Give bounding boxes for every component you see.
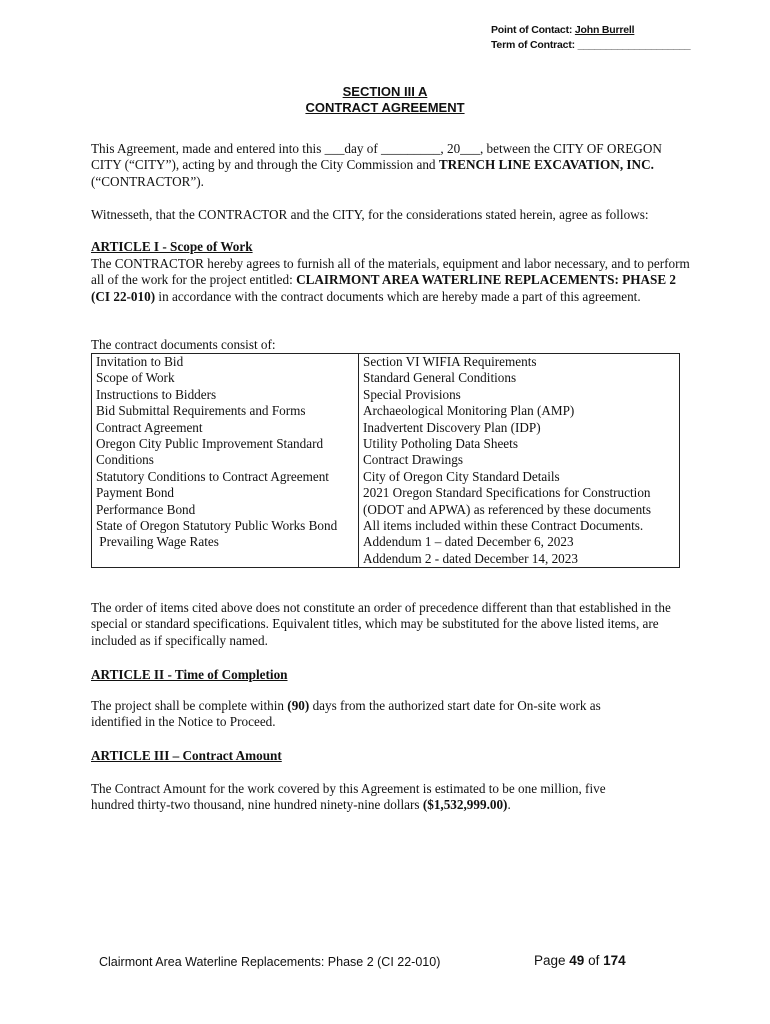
contract-document-item: Archaeological Monitoring Plan (AMP) (363, 403, 575, 419)
page-label: Page (534, 953, 566, 968)
intro-paragraph (91, 141, 691, 190)
contract-document-item: All items included within these Contract Documents. (363, 518, 644, 534)
intro-text: This Agreement, made and entered into this ___day of _________, 20___, between the CITY OF OREGON CITY (“CITY”), acting by and through the City Commission and (91, 141, 662, 173)
contact-block (491, 23, 690, 53)
contract-document-item: Special Provisions (363, 386, 461, 402)
section-title-line2: CONTRACT AGREEMENT (305, 100, 465, 115)
contract-document-item: 2021 Oregon Standard Specifications for Construction (363, 485, 651, 501)
contract-document-item: State of Oregon Statutory Public Works Bond (96, 518, 338, 534)
point-of-contact (491, 23, 690, 38)
contract-document-item: Utility Potholing Data Sheets (363, 436, 518, 452)
contract-document-item: Contract Agreement (96, 419, 203, 435)
contact-label: Point of Contact: (491, 24, 573, 36)
contract-document-item: Scope of Work (96, 370, 175, 386)
article-3-heading: ARTICLE III – Contract Amount (91, 748, 282, 763)
docs-right-column (359, 354, 680, 568)
article-1-heading: ARTICLE I - Scope of Work (91, 239, 253, 254)
contract-amount: ($1,532,999.00) (422, 797, 508, 813)
contract-document-item: City of Oregon City Standard Details (363, 468, 560, 484)
article-1-paragraph (91, 256, 691, 305)
intro-text-end: (“CONTRACTOR”). (91, 173, 204, 189)
article-1-text-end: in accordance with the contract documents which are hereby made a part of this agreement. (155, 288, 641, 304)
article-1-text: The CONTRACTOR hereby agrees to furnish all of the materials, equipment and labor necessary, and to perform all of the work for the project entitled: (91, 256, 690, 288)
contract-document-item: (ODOT and APWA) as referenced by these documents (363, 501, 651, 517)
contract-document-item: Performance Bond (96, 501, 196, 517)
docs-left-column (92, 354, 359, 568)
term-label: Term of Contract: (491, 39, 575, 51)
completion-days: (90) (287, 698, 310, 713)
contact-name: John Burrell (574, 24, 635, 36)
article-3-text: The Contract Amount for the work covered by this Agreement is estimated to be one million, five hundred thirty-two thousand, nine hundred ninety-nine dollars (91, 781, 606, 813)
contract-document-item (96, 551, 354, 567)
section-title-line1: SECTION III A (342, 84, 428, 99)
contract-document-item: Oregon City Public Improvement Standard (96, 436, 324, 452)
term-of-contract (491, 38, 690, 53)
term-blank: ____________________ (577, 39, 691, 51)
article-2-text: The project shall be complete within (91, 698, 288, 713)
contract-document-item: Section VI WIFIA Requirements (363, 354, 537, 369)
article-2-text-end: days from the authorized start date for On-site work as identified in the Notice to Proceed. (91, 698, 601, 730)
contract-document-item: Statutory Conditions to Contract Agreement (96, 468, 329, 484)
contract-document-item: Instructions to Bidders (96, 386, 217, 402)
contract-document-item: Contract Drawings (363, 452, 463, 468)
order-note-paragraph: The order of items cited above does not constitute an order of precedence different than that established in the special or standard specifications. Equivalent titles, which may be substituted for the above listed items, are included as if specifically named. (91, 600, 671, 648)
contractor-name: TRENCH LINE EXCAVATION, INC. (438, 157, 654, 173)
docs-intro: The contract documents consist of: (91, 337, 276, 352)
contract-document-item: Bid Submittal Requirements and Forms (96, 403, 306, 419)
witnesseth-paragraph: Witnesseth, that the CONTRACTOR and the CITY, for the considerations stated herein, agree as follows: (91, 207, 649, 222)
footer-project-title: Clairmont Area Waterline Replacements: Phase 2 (CI 22-010) (99, 955, 441, 969)
page-number: 49 (569, 953, 585, 968)
contract-document-item: Conditions (96, 452, 154, 468)
table-row (92, 354, 680, 568)
project-name: CLAIRMONT AREA WATERLINE REPLACEMENTS: PHASE 2 (CI 22-010) (91, 272, 677, 304)
section-title (0, 84, 770, 116)
article-3-text-end: . (507, 797, 511, 813)
contract-document-item: Inadvertent Discovery Plan (IDP) (363, 419, 541, 435)
of-label: of (588, 953, 600, 968)
contract-document-item: Addendum 2 - dated December 14, 2023 (363, 550, 578, 566)
contract-document-item: Payment Bond (96, 485, 175, 501)
article-3-paragraph (91, 781, 651, 814)
article-2-heading: ARTICLE II - Time of Completion (91, 667, 288, 682)
contract-documents-table (91, 353, 680, 568)
contract-document-item: Standard General Conditions (363, 370, 517, 386)
contract-document-item: Prevailing Wage Rates (96, 534, 219, 550)
total-pages: 174 (603, 953, 626, 968)
footer-page-number (534, 953, 626, 968)
article-2-paragraph (91, 698, 651, 731)
contract-document-item: Invitation to Bid (96, 354, 184, 369)
contract-document-item: Addendum 1 – dated December 6, 2023 (363, 534, 574, 550)
